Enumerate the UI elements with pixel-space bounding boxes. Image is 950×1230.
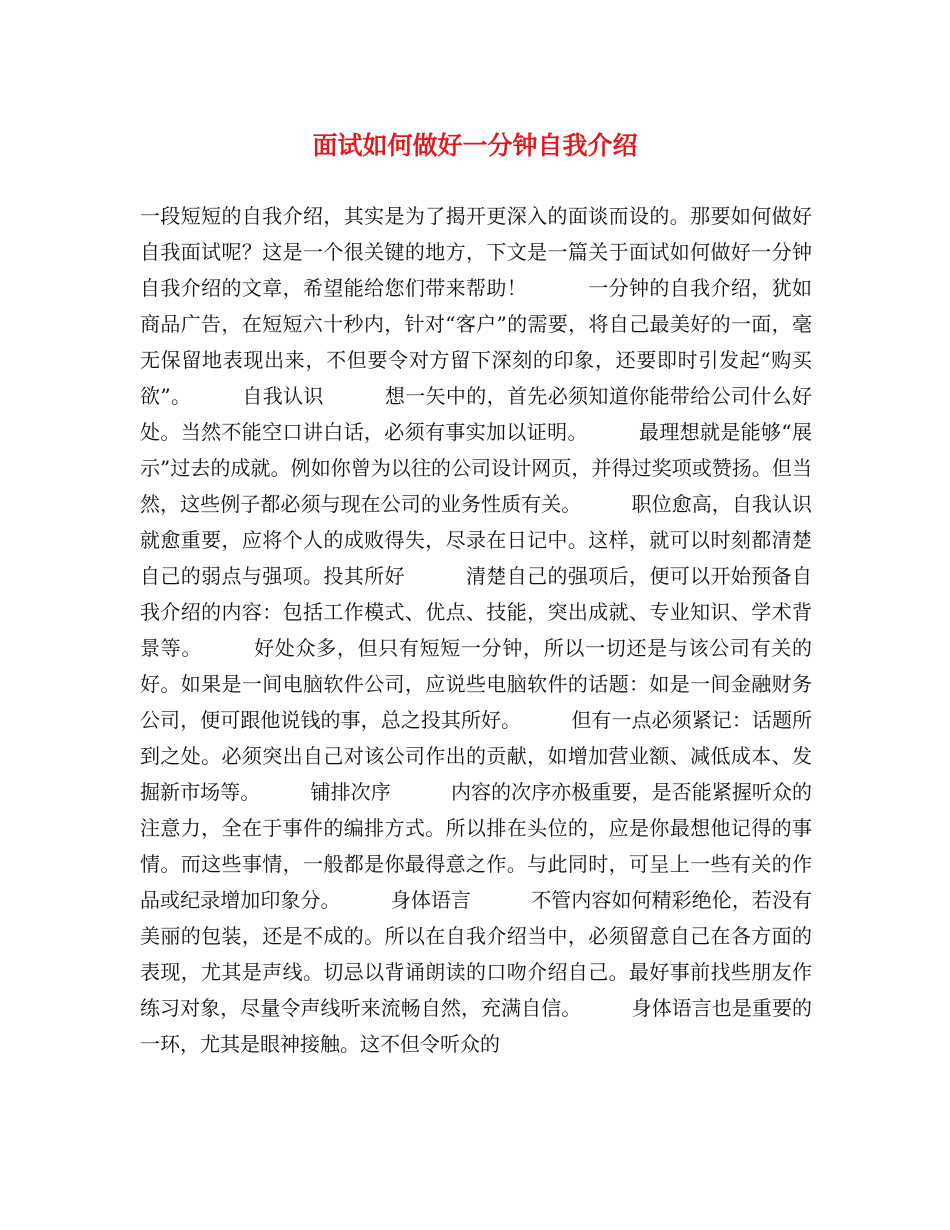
- document-title: 面试如何做好一分钟自我介绍: [312, 131, 638, 160]
- document-body-text: 一段短短的自我介绍，其实是为了揭开更深入的面谈而设的。那要如何做好自我面试呢？这是一个很关键的地方，下文是一篇关于面试如何做好一分钟自我介绍的文章，希望能给您们带来帮助！ 一分钟的自我介绍，犹如商品广告，在短短六十秒内，针对“客户”的需要，将自己最美好的一面，毫无保留地表现出来，不但要令对方留下深刻的印象，还要即时引发起“购买欲”。 自我认识 想一矢中的，首先必须知道你能带给公司什么好处。当然不能空口讲白话，必须有事实加以证明。 最理想就是能够“展示”过去的成就。例如你曾为以往的公司设计网页，并得过奖项或赞扬。但当然，这些例子都必须与现在公司的业务性质有关。 职位愈高，自我认识就愈重要，应将个人的成败得失，尽录在日记中。这样，就可以时刻都清楚自己的弱点与强项。投其所好 清楚自己的强项后，便可以开始预备自我介绍的内容：包括工作模式、优点、技能，突出成就、专业知识、学术背景等。 好处众多，但只有短短一分钟，所以一切还是与该公司有关的好。如果是一间电脑软件公司，应说些电脑软件的话题：如是一间金融财务公司，便可跟他说钱的事，总之投其所好。 但有一点必须紧记：话题所到之处。必须突出自己对该公司作出的贡献，如增加营业额、减低成本、发掘新市场等。 铺排次序 内容的次序亦极重要，是否能紧握听众的注意力，全在于事件的编排方式。所以排在头位的，应是你最想他记得的事情。而这些事情，一般都是你最得意之作。与此同时，可呈上一些有关的作品或纪录增加印象分。 身体语言 不管内容如何精彩绝伦，若没有美丽的包装，还是不成的。所以在自我介绍当中，必须留意自己在各方面的表现，尤其是声线。切忌以背诵朗读的口吻介绍自己。最好事前找些朋友作练习对象，尽量令声线听来流畅自然，充满自信。 身体语言也是重要的一环，尤其是眼神接触。这不但令听众的: [140, 204, 812, 1056]
